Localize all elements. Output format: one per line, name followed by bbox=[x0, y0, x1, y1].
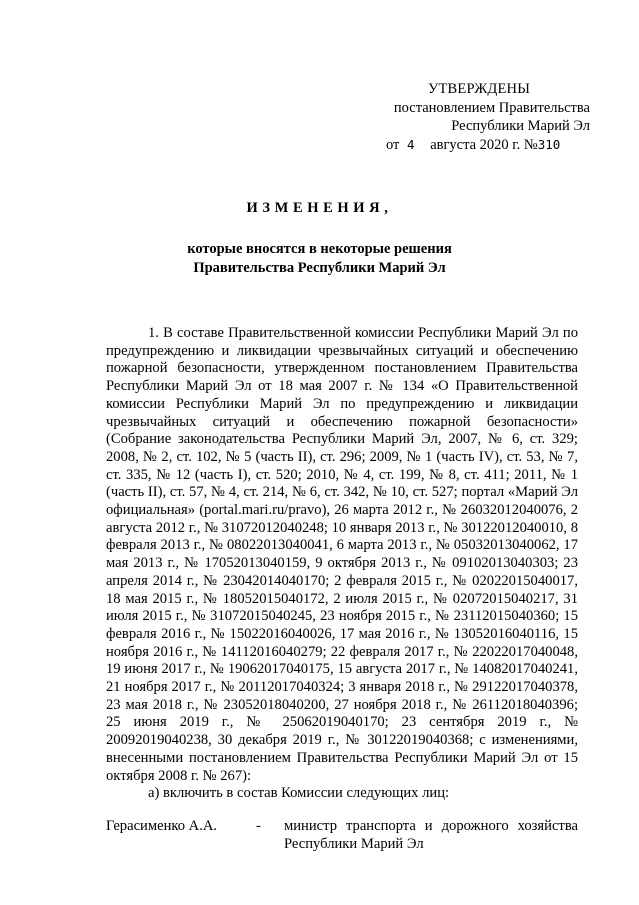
document-body bbox=[106, 325, 578, 803]
paragraph-1: 1. В составе Правительственной комиссии Республики Марий Эл по предупреждению и ликвидации чрезвычайных ситуаций и обеспечению пожарной безопасности, утвержденном постановлением Правительства Республики Марий Эл от 18 мая 2007 г. № 134 «О Правительственной комиссии Республики Марий Эл по предупреждению и ликвидации чрезвычайных ситуаций и обеспечению пожарной безопасности» (Собрание законодательства Республики Марий Эл, 2007, № 6, ст. 329; 2008, № 2, ст. 102, № 5 (часть II), ст. 296; 2009, № 1 (часть IV), ст. 53, № 7, ст. 335, № 12 (часть I), ст. 520; 2010, № 4, ст. 199, № 8, ст. 411; 2011, № 1 (часть II), ст. 57, № 4, ст. 214, № 6, ст. 342, № 10, ст. 527; портал «Марий Эл официальная» (portal.mari.ru/pravo), 26 марта 2012 г., № 26032012040076, 2 августа 2012 г., № 31072012040248; 10 января 2013 г., № 30122012040010, 8 февраля 2013 г., № 08022013040041, 6 марта 2013 г., № 05032013040062, 17 мая 2013 г., № 17052013040159, 9 октября 2013 г., № 09102013040303; 23 апреля 2014 г., № 23042014040170; 2 февраля 2015 г., № 02022015040017, 18 мая 2015 г., № 18052015040172, 2 июля 2015 г., № 02072015040217, 31 июля 2015 г., № 31072015040245, 23 ноября 2015 г., № 23112015040360; 15 февраля 2016 г., № 15022016040026, 17 мая 2016 г., № 13052016040116, 15 ноября 2016 г., № 14112016040279; 22 февраля 2017 г., № 22022017040048, 19 июня 2017 г., № 19062017040175, 15 августа 2017 г., № 14082017040241, 21 ноября 2017 г., № 20112017040324; 3 января 2018 г., № 29122017040378, 23 мая 2018 г., № 23052018040200, 27 ноября 2018 г., № 26112018040396; 25 июня 2019 г., № 25062019040170; 23 сентября 2019 г., № 20092019040238, 30 декабря 2019 г., № 30122019040368; с изменениями, внесенными постановлением Правительства Республики Марий Эл от 15 октября 2008 г. № 267): bbox=[106, 325, 578, 784]
document-subtitle bbox=[0, 240, 639, 278]
document-title: ИЗМЕНЕНИЯ, bbox=[246, 200, 393, 216]
member-dash: - bbox=[256, 818, 261, 834]
date-month-year: августа 2020 г. № bbox=[430, 136, 538, 153]
date-day: 4 bbox=[407, 136, 415, 152]
decree-number: 310 bbox=[537, 136, 561, 152]
approval-line-2: постановлением Правительства bbox=[393, 99, 590, 116]
subtitle-line-1: которые вносятся в некоторые решения bbox=[187, 241, 452, 257]
date-prefix: от bbox=[386, 136, 400, 153]
approval-date-line bbox=[360, 136, 590, 155]
subparagraph-a: а) включить в состав Комиссии следующих лиц: bbox=[148, 785, 450, 802]
member-role: министр транспорта и дорожного хозяйства Республики Марий Эл bbox=[284, 818, 578, 852]
member-name: Герасименко А.А. bbox=[106, 818, 218, 834]
approval-heading: УТВЕРЖДЕНЫ bbox=[428, 81, 531, 97]
approval-stamp bbox=[360, 80, 590, 154]
subtitle-line-2: Правительства Республики Марий Эл bbox=[193, 260, 446, 276]
approval-line-3: Республики Марий Эл bbox=[451, 118, 590, 134]
